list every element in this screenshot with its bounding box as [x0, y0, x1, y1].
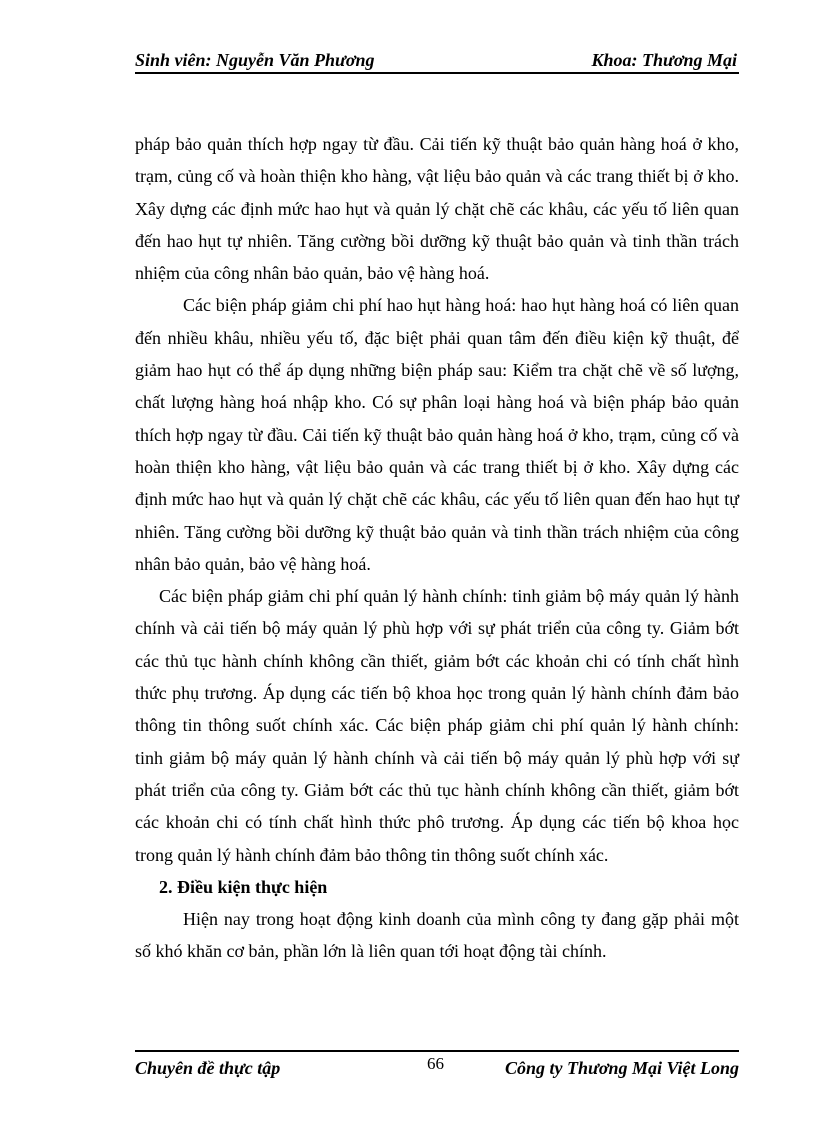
footer-report-title: Chuyên đề thực tập	[135, 1058, 281, 1078]
page-number: 66	[427, 1054, 444, 1073]
paragraph-3: Các biện pháp giảm chi phí quản lý hành chính: tinh giảm bộ máy quản lý hành chính và cải tiến bộ máy quản lý phù hợp với sự phát triển của công ty. Giảm bớt các thủ tục hành chính không cần thiết, giảm bớt các khoản chi có tính chất hình thức phụ trương. Áp dụng các tiến bộ khoa học trong quản lý hành chính đảm bảo thông tin thông suốt chính xác. Các biện pháp giảm chi phí quản lý hành chính: tinh giảm bộ máy quản lý hành chính và cải tiến bộ máy quản lý phù hợp với sự phát triển của công ty. Giảm bớt các thủ tục hành chính không cần thiết, giảm bớt các khoản chi có tính chất hình thức phô trương. Áp dụng các tiến bộ khoa học trong quản lý hành chính đảm bảo thông tin thông suốt chính xác.	[135, 586, 739, 865]
header-faculty: Khoa: Thương Mại	[591, 50, 737, 70]
page-footer	[135, 1050, 739, 1082]
document-body	[135, 128, 739, 968]
footer-company: Công ty Thương Mại Việt Long	[505, 1058, 739, 1078]
page-header	[135, 46, 739, 74]
paragraph-1: pháp bảo quản thích hợp ngay từ đầu. Cải tiến kỹ thuật bảo quản hàng hoá ở kho, trạm, củng cố và hoàn thiện kho hàng, vật liệu bảo quản và các trang thiết bị ở kho. Xây dựng các định mức hao hụt và quản lý chặt chẽ các khâu, các yếu tố liên quan đến hao hụt tự nhiên. Tăng cường bồi dưỡng kỹ thuật bảo quản và tinh thần trách nhiệm của công nhân bảo quản, bảo vệ hàng hoá.	[135, 134, 739, 284]
paragraph-2: Các biện pháp giảm chi phí hao hụt hàng hoá: hao hụt hàng hoá có liên quan đến nhiều khâu, nhiều yếu tố, đặc biệt phải quan tâm đến điều kiện kỹ thuật, để giảm hao hụt có thể áp dụng những biện pháp sau: Kiểm tra chặt chẽ về số lượng, chất lượng hàng hoá nhập kho. Có sự phân loại hàng hoá và biện pháp bảo quản thích hợp ngay từ đầu. Cải tiến kỹ thuật bảo quản hàng hoá ở kho, trạm, củng cố và hoàn thiện kho hàng, vật liệu bảo quản và các trang thiết bị ở kho. Xây dựng các định mức hao hụt và quản lý chặt chẽ các khâu, các yếu tố liên quan đến hao hụt tự nhiên. Tăng cường bồi dưỡng kỹ thuật bảo quản và tinh thần trách nhiệm của công nhân bảo quản, bảo vệ hàng hoá.	[135, 295, 739, 574]
section-heading: 2. Điều kiện thực hiện	[159, 876, 328, 897]
header-student-name: Sinh viên: Nguyễn Văn Phương	[135, 50, 375, 70]
paragraph-4: Hiện nay trong hoạt động kinh doanh của mình công ty đang gặp phải một số khó khăn cơ bản, phần lớn là liên quan tới hoạt động tài chính.	[135, 909, 739, 962]
